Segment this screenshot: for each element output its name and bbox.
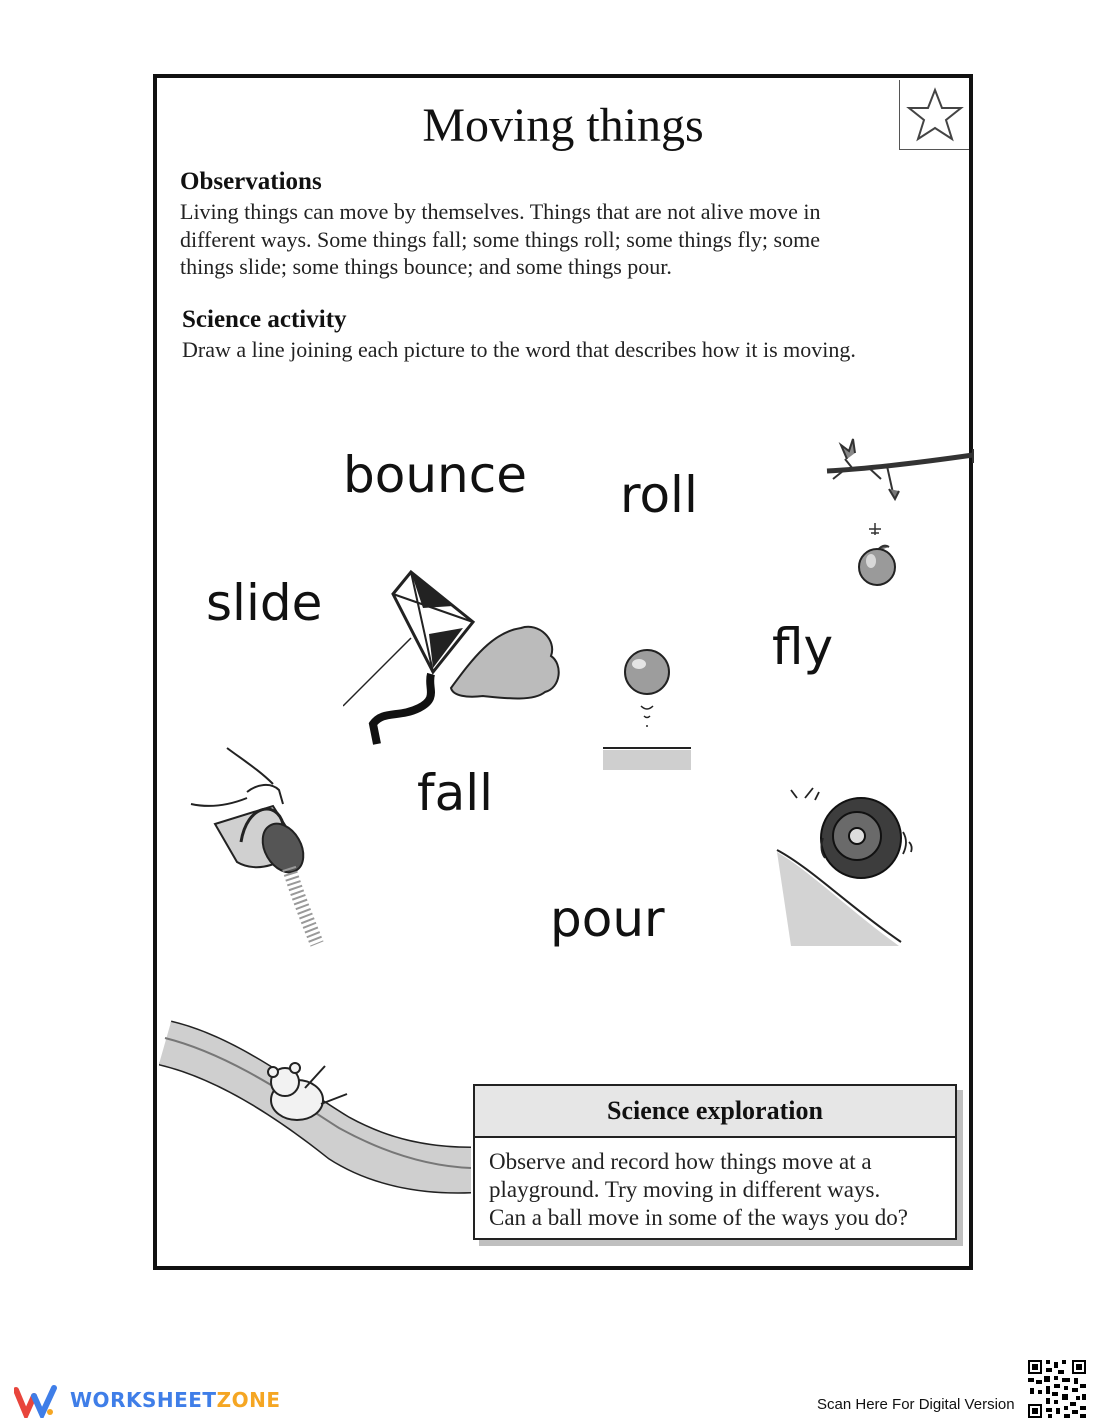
observations-line: Living things can move by themselves. Things that are not alive move in xyxy=(180,199,821,224)
bear-on-slide-picture xyxy=(159,1018,471,1204)
word-fall: fall xyxy=(417,764,494,822)
scan-text: Scan Here For Digital Version xyxy=(817,1396,1015,1413)
page-title: Moving things xyxy=(422,99,704,152)
science-exploration-box xyxy=(473,1084,957,1240)
observations-line: things slide; some things bounce; and some things pour. xyxy=(180,254,672,279)
apple-falling-from-branch-picture xyxy=(823,433,979,603)
bucket-pouring-picture xyxy=(187,744,337,956)
kite-flying-picture xyxy=(343,568,567,748)
worksheet-sheet xyxy=(153,74,973,1270)
observations-text xyxy=(180,198,821,281)
brand-name-right: ZONE xyxy=(216,1388,281,1412)
exploration-line: Observe and record how things move at a xyxy=(489,1149,872,1174)
activity-text: Draw a line joining each picture to the word that describes how it is moving. xyxy=(182,337,856,362)
word-pour: pour xyxy=(550,890,665,948)
observations-heading: Observations xyxy=(180,168,322,195)
brand-name-left: WORKSHEET xyxy=(70,1388,217,1412)
word-bounce: bounce xyxy=(343,446,527,504)
exploration-heading: Science exploration xyxy=(475,1086,955,1138)
wheel-rolling-down-hill-picture xyxy=(771,778,921,948)
ball-bouncing-picture xyxy=(597,646,697,776)
worksheetzone-logo[interactable] xyxy=(14,1382,281,1418)
exploration-line: Can a ball move in some of the ways you do? xyxy=(489,1205,909,1230)
brand-name xyxy=(70,1388,280,1412)
w-logo-icon xyxy=(14,1382,60,1418)
word-slide: slide xyxy=(206,574,323,632)
word-roll: roll xyxy=(620,466,698,524)
qr-code-icon[interactable] xyxy=(1028,1360,1086,1418)
exploration-body xyxy=(475,1138,955,1242)
activity-heading: Science activity xyxy=(182,306,347,333)
observations-line: different ways. Some things fall; some things roll; some things fly; some xyxy=(180,226,820,252)
exploration-line: playground. Try moving in different ways. xyxy=(489,1177,881,1202)
word-fly: fly xyxy=(772,618,834,676)
